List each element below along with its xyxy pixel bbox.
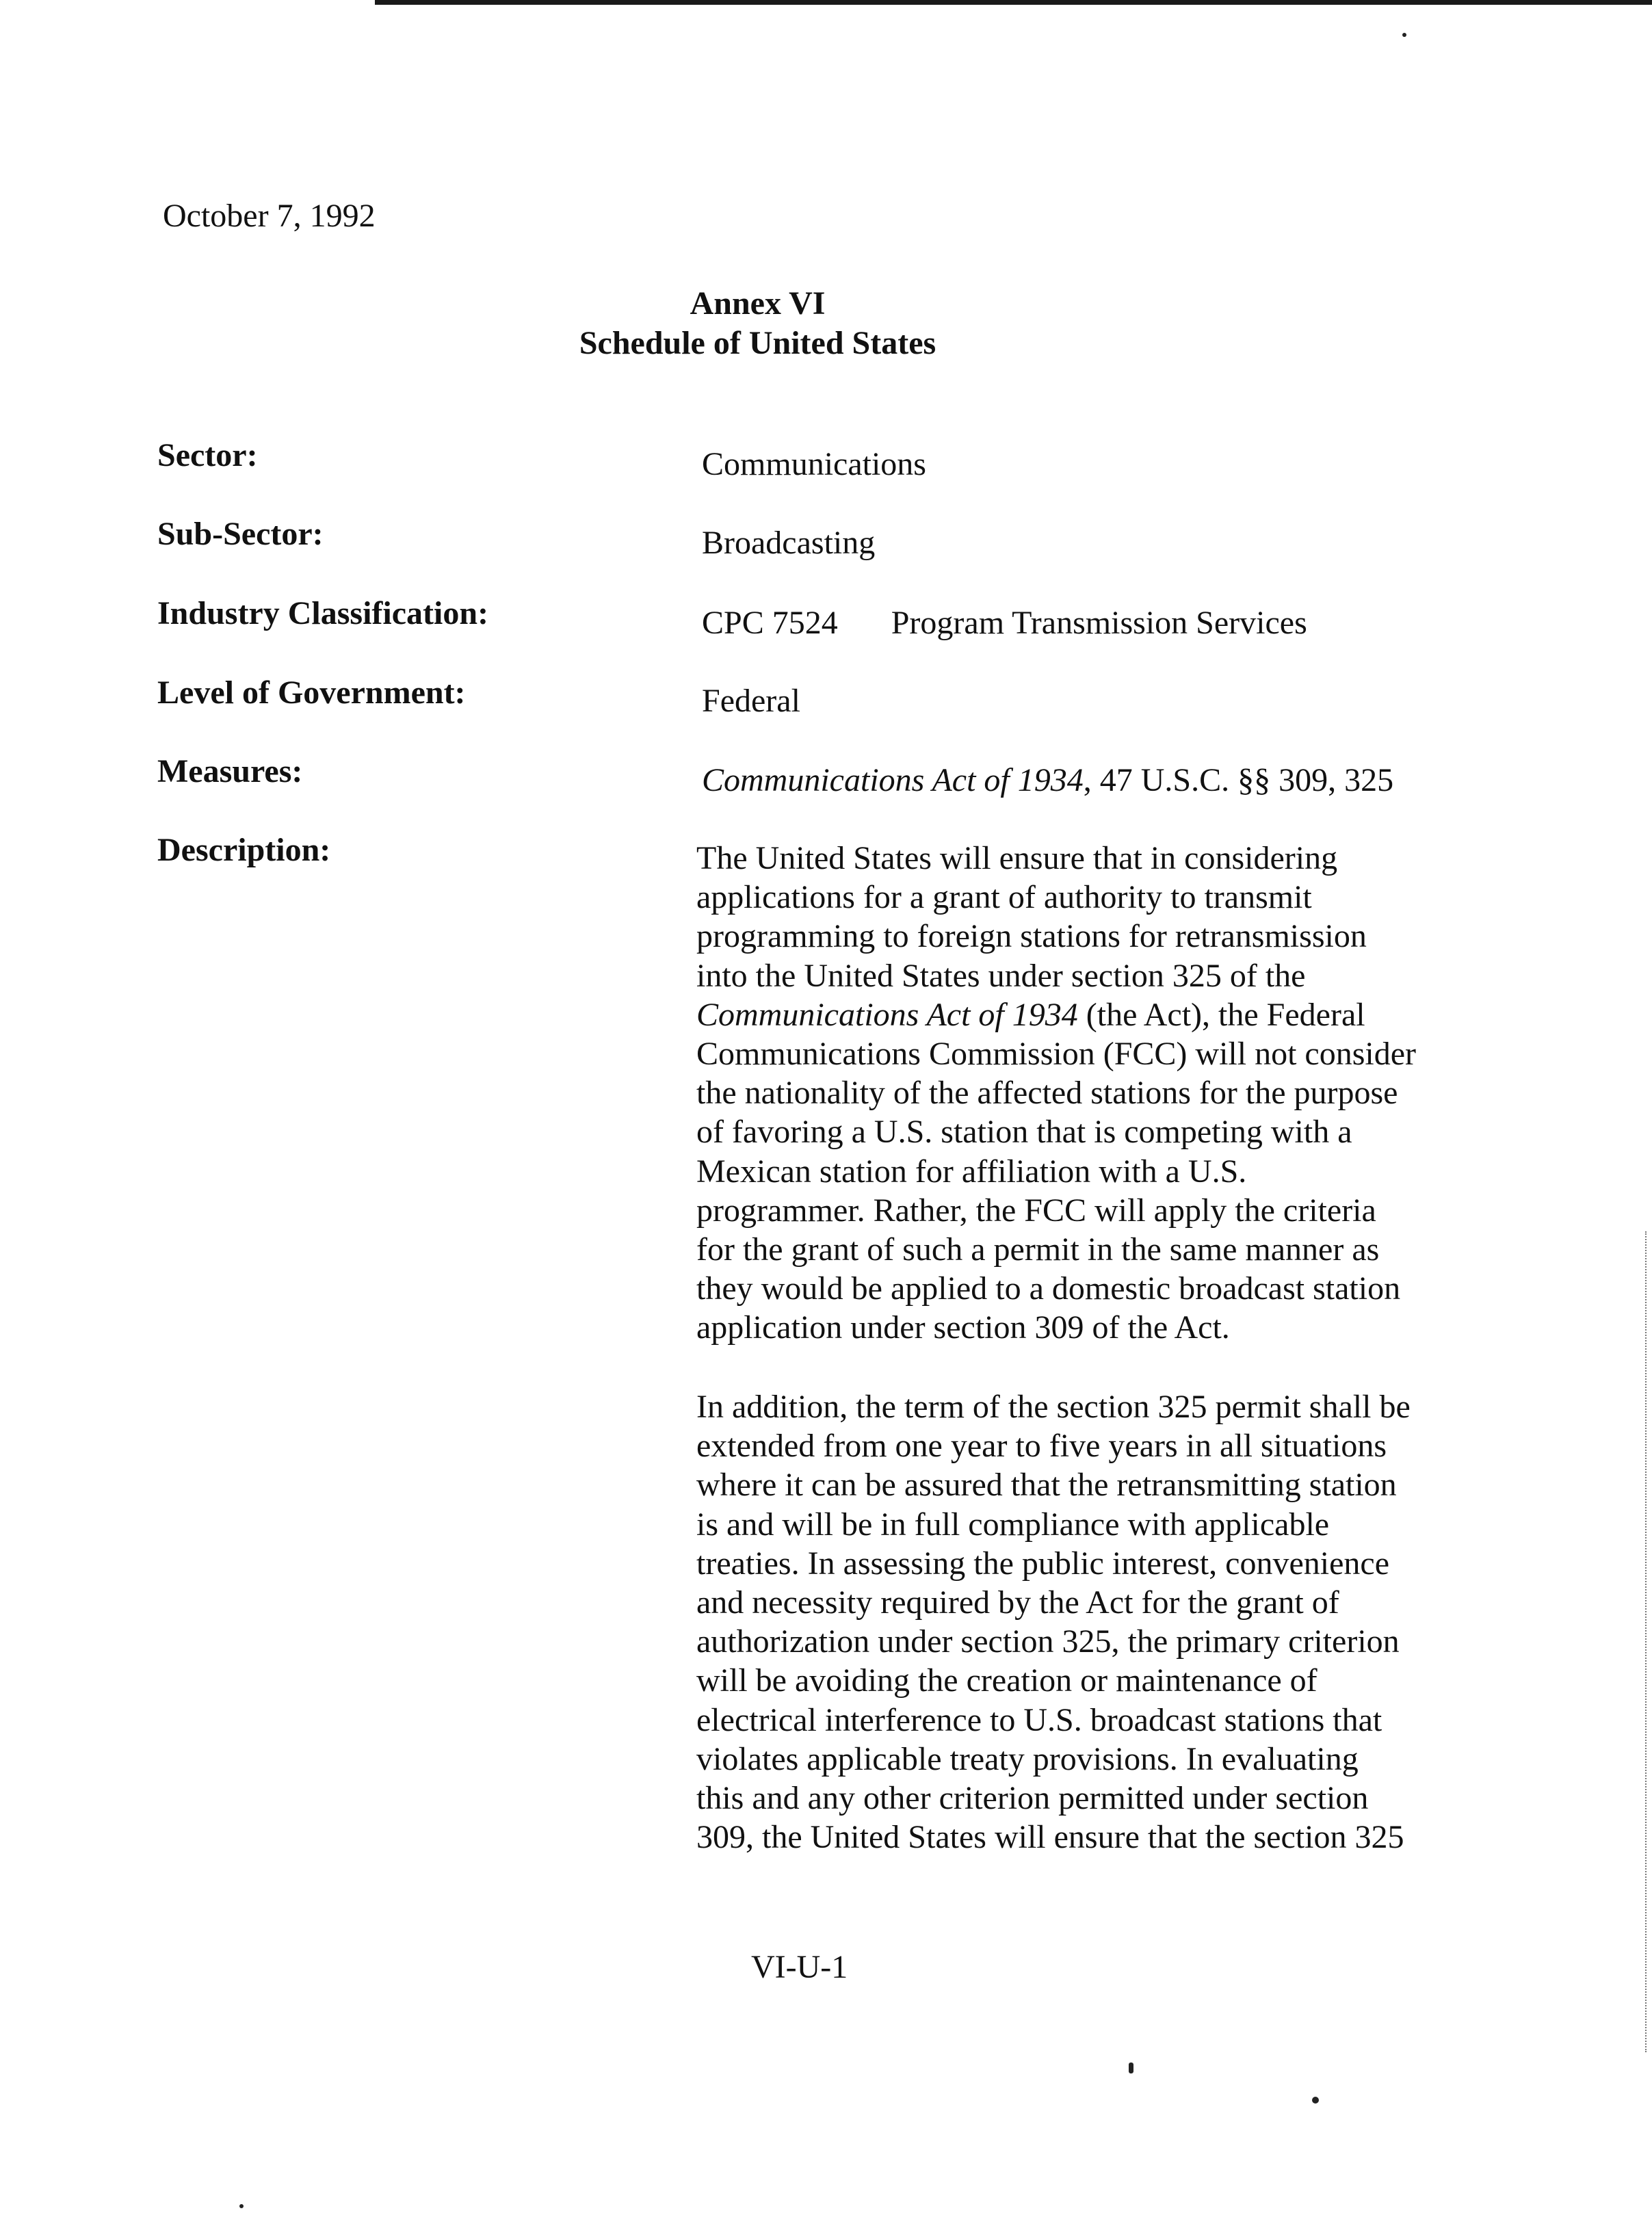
cpc-name: Program Transmission Services [891,605,1307,641]
act-title: Communications Act of 1934 [696,996,1078,1033]
measures-citation: , 47 U.S.C. §§ 309, 325 [1083,762,1394,798]
page-number: VI-U-1 [751,1949,848,1985]
paragraph-line: Mexican station for affiliation with a U.S. [696,1153,1247,1190]
sector-label: Sector: [157,437,258,473]
measures-value [702,759,1393,802]
paragraph-line: into the United States under section 325 of the [696,957,1306,994]
paragraph-line: In addition, the term of the section 325 permit shall be [696,1389,1411,1425]
paragraph-line: and necessity required by the Act for the grant of [696,1584,1339,1621]
paragraph-line: electrical interference to U.S. broadcast stations that [696,1701,1382,1738]
measures-act: Communications Act of 1934 [702,762,1084,798]
paragraph-line: applications for a grant of authority to transmit [696,879,1312,916]
paragraph-line: is and will be in full compliance with applicable [696,1506,1330,1543]
paragraph-line [696,995,1476,1034]
scan-right-edge [1645,1231,1649,2052]
description-paragraph-2 [696,1387,1476,1857]
paragraph-line: of favoring a U.S. station that is competing with a [696,1114,1352,1151]
document-heading [0,284,1652,363]
paragraph-line: treaties. In assessing the public interest, convenience [696,1545,1389,1582]
scan-speck [1129,2063,1133,2073]
paragraph-line: The United States will ensure that in considering [696,840,1338,876]
description-label: Description: [157,832,331,868]
sub-sector-value: Broadcasting [702,525,876,561]
description-paragraph-1 [696,839,1476,1348]
paragraph-line: for the grant of such a permit in the same manner as [696,1231,1380,1268]
sector-value: Communications [702,446,926,482]
paragraph-line: will be avoiding the creation or maintenance of [696,1662,1317,1699]
cpc-code: CPC 7524 [702,605,838,641]
paragraph-line: where it can be assured that the retransmitting station [696,1467,1397,1504]
paragraph-line: they would be applied to a domestic broadcast station [696,1270,1401,1307]
paragraph-line: this and any other criterion permitted under section [696,1780,1369,1817]
paragraph-line: violates applicable treaty provisions. In evaluating [696,1740,1359,1777]
industry-classification-value [702,602,1307,644]
act-title-rest: (the Act), the Federal [1077,996,1365,1033]
annex-title: Annex VI [690,285,826,322]
paragraph-line: 309, the United States will ensure that the section 325 [696,1819,1404,1856]
sub-sector-label: Sub-Sector: [157,516,324,552]
level-of-government-label: Level of Government: [157,675,466,711]
schedule-title: Schedule of United States [579,325,936,361]
level-of-government-value: Federal [702,683,800,719]
paragraph-line: extended from one year to five years in all situations [696,1428,1387,1465]
scan-speck [1402,33,1406,37]
paragraph-line: application under section 309 of the Act. [696,1309,1230,1346]
paragraph-line: the nationality of the affected stations for the purpose [696,1075,1398,1112]
paragraph-line: programmer. Rather, the FCC will apply the criteria [696,1192,1376,1229]
measures-label: Measures: [157,753,303,789]
scan-speck [1312,2097,1319,2104]
document-date: October 7, 1992 [163,198,376,234]
scan-speck [239,2204,244,2208]
paragraph-line: programming to foreign stations for retransmission [696,918,1367,955]
paragraph-line: authorization under section 325, the primary criterion [696,1623,1400,1660]
scan-top-edge [375,0,1652,5]
industry-classification-label: Industry Classification: [157,595,489,631]
paragraph-line: Communications Commission (FCC) will not consider [696,1036,1417,1073]
